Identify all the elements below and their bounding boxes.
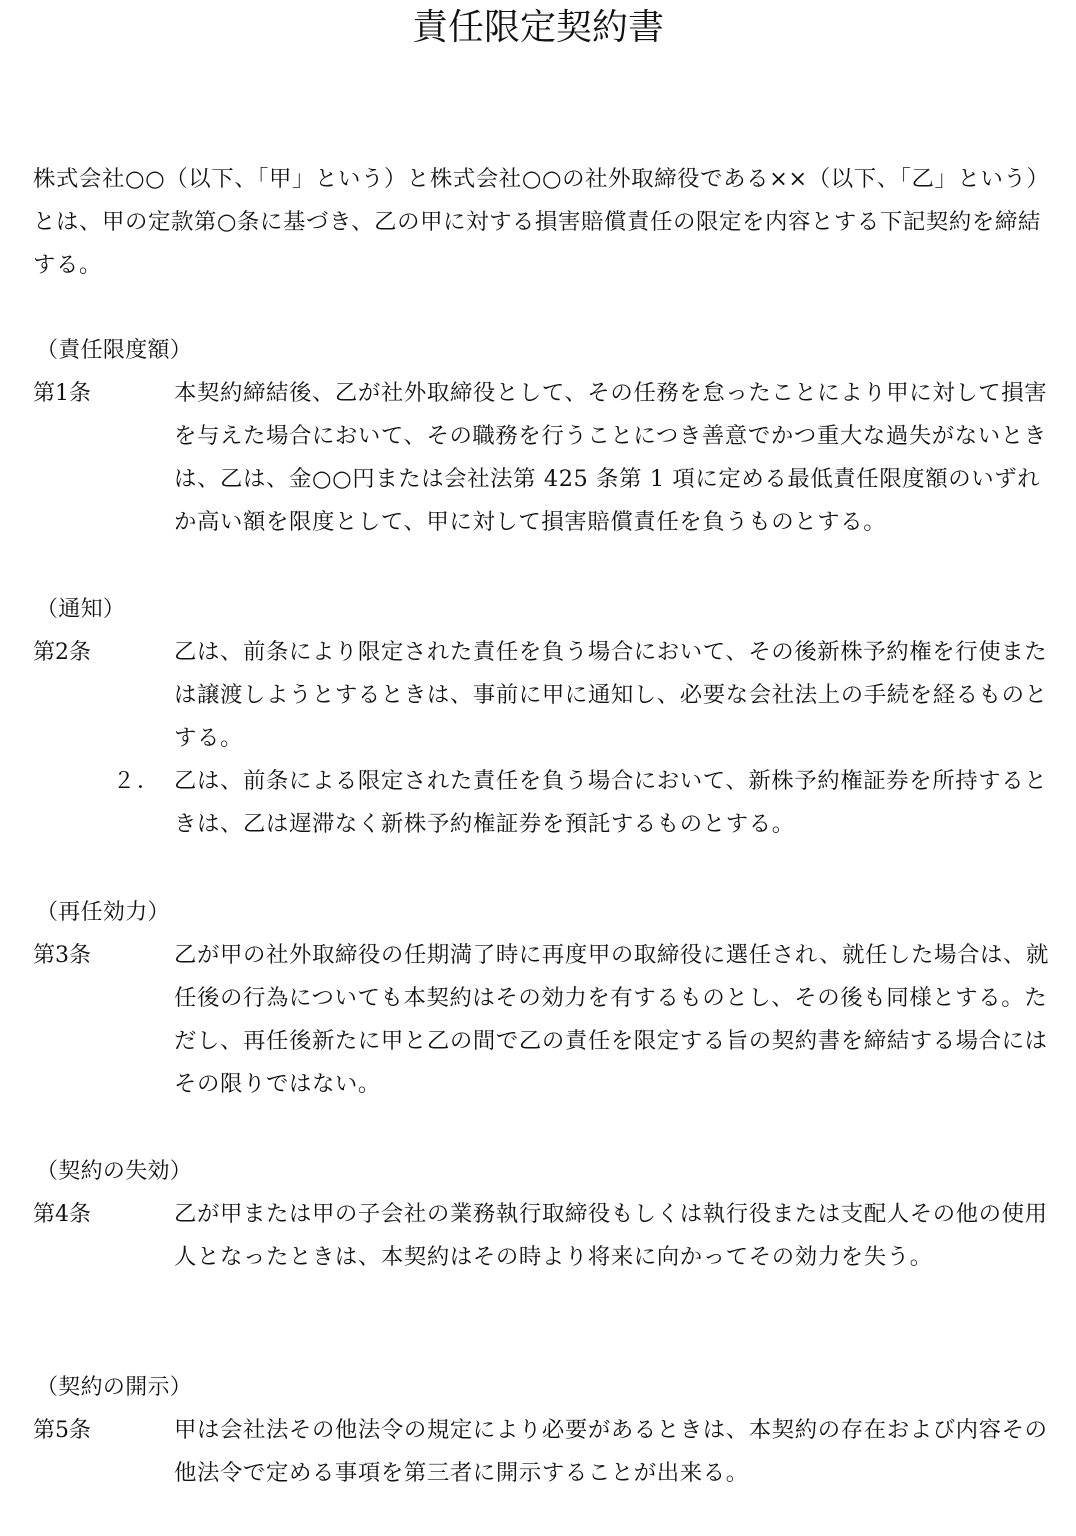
document-title: 責任限定契約書 <box>411 7 664 48</box>
article-1-body: 本契約締結後、乙が社外取締役として、その任務を怠ったことにより甲に対して損害を与えた場合において、その職務を行うことにつき善意でかつ重大な過失がないときは、乙は、金○○円または会社法第 425 条第 1 項に定める最低責任限度額のいずれか高い額を限度として、甲に対して損害賠償責任を負うものとする。 <box>174 380 1048 535</box>
article-1-heading: （責任限度額） <box>36 338 193 363</box>
article-4-body: 乙が甲または甲の子会社の業務執行取締役もしくは執行役または支配人その他の使用人となったときは、本契約はその時より将来に向かってその効力を失う。 <box>174 1201 1048 1270</box>
article-2-sub-item-number: ２． <box>113 769 162 794</box>
article-5-heading: （契約の開示） <box>36 1375 193 1400</box>
intro-paragraph: 株式会社○○（以下、「甲」という）と株式会社○○の社外取締役である××（以下、「乙」という）とは、甲の定款第○条に基づき、乙の甲に対する損害賠償責任の限定を内容とする下記契約を締結する。 <box>33 166 1050 278</box>
article-5-body: 甲は会社法その他法令の規定により必要があるときは、本契約の存在および内容その他法令で定める事項を第三者に開示することが出来る。 <box>174 1417 1048 1486</box>
article-3-label: 第3条 <box>33 943 91 968</box>
article-3-heading: （再任効力） <box>36 900 170 925</box>
article-2-label: 第2条 <box>33 640 91 665</box>
article-2-sub-item-body: 乙は、前条による限定された責任を負う場合において、新株予約権証券を所持するときは、乙は遅滞なく新株予約権証券を預託するものとする。 <box>174 768 1048 837</box>
article-3-body: 乙が甲の社外取締役の任期満了時に再度甲の取締役に選任され、就任した場合は、就任後の行為についても本契約はその効力を有するものとし、その後も同様とする。ただし、再任後新たに甲と乙の間で乙の責任を限定する旨の契約書を締結する場合にはその限りではない。 <box>174 942 1049 1097</box>
article-1-label: 第1条 <box>33 381 91 406</box>
article-5-label: 第5条 <box>33 1418 91 1443</box>
article-2-body: 乙は、前条により限定された責任を負う場合において、その後新株予約権を行使または譲渡しようとするときは、事前に甲に通知し、必要な会社法上の手続を経るものとする。 <box>174 639 1048 751</box>
article-2-heading: （通知） <box>36 597 126 622</box>
article-4-heading: （契約の失効） <box>36 1159 193 1184</box>
article-4-label: 第4条 <box>33 1202 91 1227</box>
